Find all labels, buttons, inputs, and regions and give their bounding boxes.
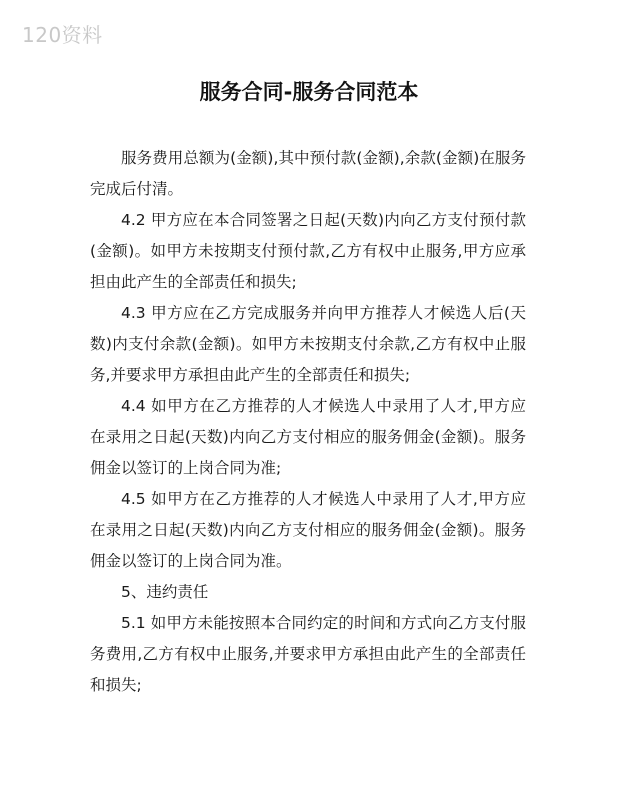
page-title: 服务合同-服务合同范本: [199, 80, 419, 104]
paragraph-5-1: 5.1 如甲方未能按照本合同约定的时间和方式向乙方支付服务费用,乙方有权中止服务,并要求甲方承担由此产生的全部责任和损失;: [90, 614, 526, 694]
paragraph-4-2: 4.2 甲方应在本合同签署之日起(天数)内向乙方支付预付款(金额)。如甲方未按期支付预付款,乙方有权中止服务,甲方应承担由此产生的全部责任和损失;: [90, 211, 526, 291]
paragraph-4-4: 4.4 如甲方在乙方推荐的人才候选人中录用了人才,甲方应在录用之日起(天数)内向乙方支付相应的服务佣金(金额)。服务佣金以签订的上岗合同为准;: [90, 397, 526, 477]
paragraph-4-3: 4.3 甲方应在乙方完成服务并向甲方推荐人才候选人后(天数)内支付余款(金额)。如甲方未按期支付余款,乙方有权中止服务,并要求甲方承担由此产生的全部责任和损失;: [90, 304, 526, 384]
paragraph-fee-total: 服务费用总额为(金额),其中预付款(金额),余款(金额)在服务完成后付清。: [90, 149, 526, 198]
paragraph-4-5: 4.5 如甲方在乙方推荐的人才候选人中录用了人才,甲方应在录用之日起(天数)内向乙方支付相应的服务佣金(金额)。服务佣金以签订的上岗合同为准。: [90, 490, 526, 570]
watermark: 120资料: [22, 23, 103, 47]
document-body: [90, 143, 526, 701]
section-heading-5: 5、违约责任: [121, 583, 209, 601]
